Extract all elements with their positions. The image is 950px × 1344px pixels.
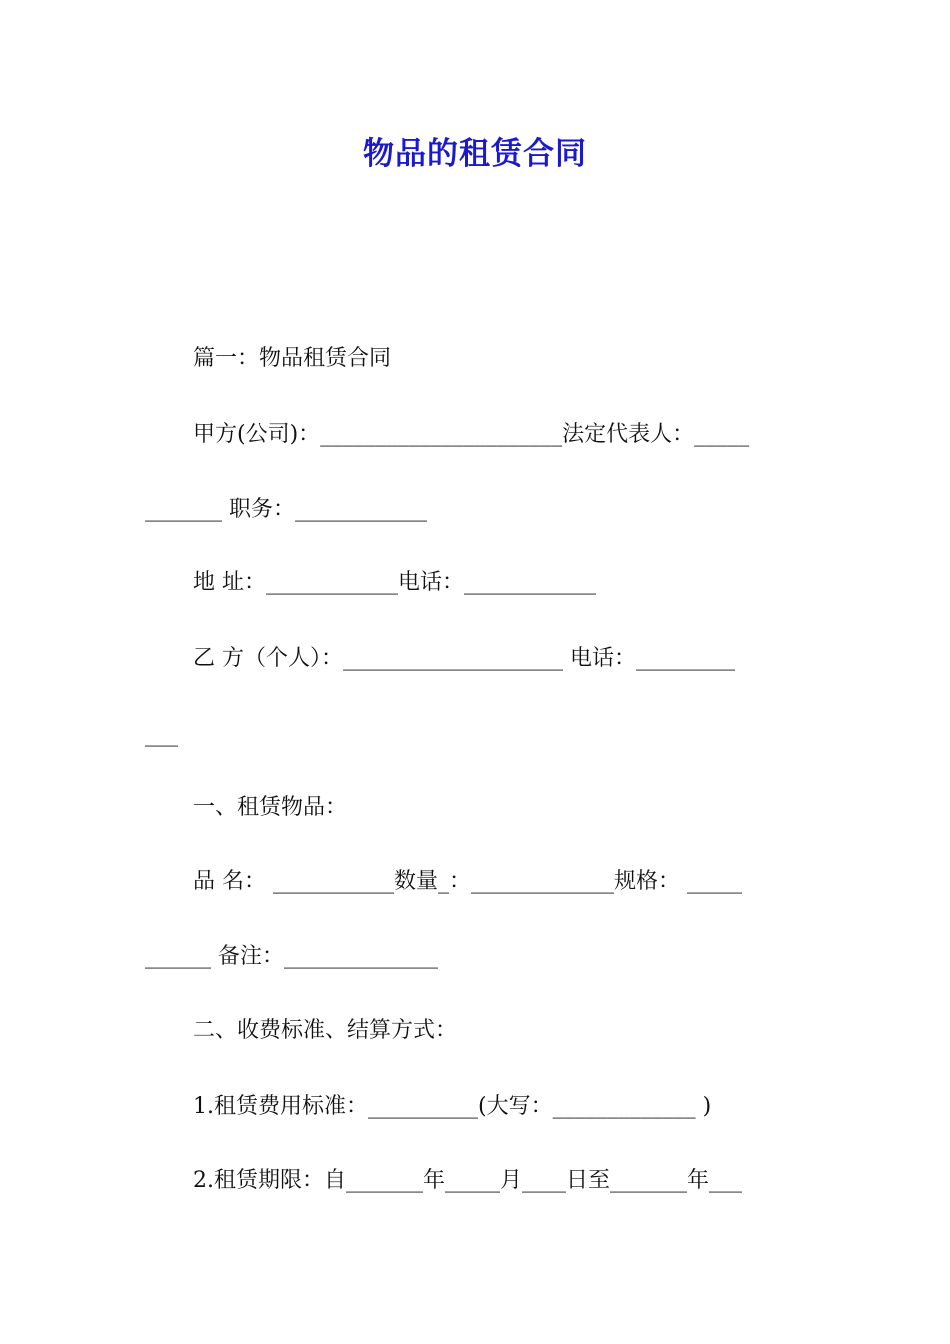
address-line: 地 址：____________电话：____________ — [193, 570, 596, 595]
document-title: 物品的租赁合同 — [363, 136, 587, 172]
item-details-continuation: ______ 备注：______________ — [145, 944, 438, 969]
clause-one-heading: 一、租赁物品： — [193, 795, 348, 820]
party-b-line: 乙 方（个人）：____________________ 电话：_________ — [193, 646, 735, 671]
party-a-line: 甲方(公司)：______________________法定代表人：_____ — [193, 422, 750, 447]
section-heading: 篇一：物品租赁合同 — [193, 346, 392, 371]
clause-two-heading: 二、收费标准、结算方式： — [193, 1018, 458, 1043]
party-b-continuation: ___ — [145, 722, 178, 747]
fee-standard-line: 1.租赁费用标准：__________(大写：_____________ ) — [193, 1094, 712, 1119]
lease-term-line: 2.租赁期限：自_______年_____月____日至_______年___ — [193, 1168, 742, 1193]
party-a-continuation: _______ 职务：____________ — [145, 497, 427, 522]
item-details-line: 品 名： ___________数量_：_____________规格： _____ — [193, 869, 742, 894]
